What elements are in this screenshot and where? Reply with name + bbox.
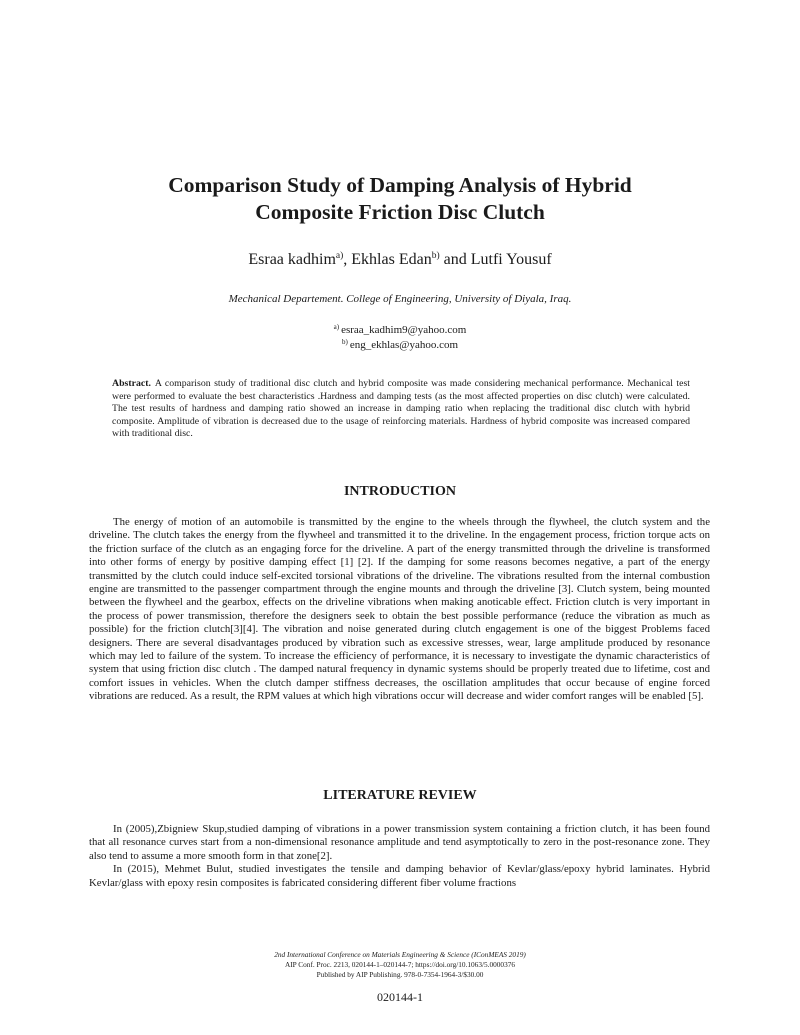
author-name: Lutfi Yousuf [470, 251, 552, 268]
abstract-label: Abstract. [112, 378, 151, 389]
title-line-2: Composite Friction Disc Clutch [255, 200, 545, 224]
introduction-paragraph: The energy of motion of an automobile is transmitted by the engine to the wheels through the flywheel, the clutch system and the driveline. The clutch takes the energy from the flywheel and transmitted it to the driveline. In the engagement process, friction torque acts on the friction surface of the clutch as an engaging force for the driveline. A part of the energy transmitted through the driveline is transformed into other forms of energy by positive damping effect [1] [2]. If the damping for some reasons becomes negative, a part of the energy transmitted by the clutch could induce self-excited torsional vibrations of the driveline. The vibrations resulted from the internal combustion engine are transmitted to the passenger compartment through the engine mounts and through the driveline [3]. Clutch system, being mounted between the flywheel and the gearbox, effects on the driveline vibrations when making anoticable effect. Friction clutch is very important in the process of power transmission, therefore the designers seek to obtain the best possible performance (reduce the vibration as much as possible) for the friction clutch[3][4]. The vibration and noise generated during clutch engagement is one of the biggest Problems faced designers. There are several disadvantages produced by vibration such as excessive stresses, wear, large amplitude produced by resonance which may led to failure of the system. To increase the efficiency of performance, it is necessary to investigate the dynamic characteristics of system that using friction disc clutch . The damped natural frequency in dynamic systems should be properly treated due to lifetime, cost and comfort issues in vehicles. When the clutch damper stiffness decreases, the oscillation amplitudes that occur because of engine forced vibrations are reduced. As a result, the RPM values at which high vibrations occur will decrease and wider comfort ranges will be enabled [5]. [89, 516, 710, 703]
section-heading-literature-review: LITERATURE REVIEW [323, 788, 477, 803]
literature-paragraph: In (2005),Zbigniew Skup,studied damping of vibrations in a power transmission system containing a friction clutch, it has been found that all resonance curves start from a non-dimensional resonance amplitude and tend asymptotically to zero in the post-resonance zone. They also tend to assume a more smooth form in that zone[2]. [89, 823, 710, 862]
email-address: esraa_kadhim9@yahoo.com [341, 324, 467, 336]
email-line [100, 338, 700, 353]
footer-conference: 2nd International Conference on Materials Engineering & Science (IConMEAS 2019) [274, 950, 526, 959]
email-line [100, 323, 700, 338]
email-list [100, 323, 700, 353]
email-marker: a) [333, 323, 340, 331]
abstract [112, 378, 690, 441]
email-marker: b) [341, 338, 348, 346]
footer-citation: AIP Conf. Proc. 2213, 020144-1–020144-7; https://doi.org/10.1063/5.0000376 [284, 960, 516, 969]
author-marker: b) [431, 251, 440, 261]
section-heading-introduction: INTRODUCTION [343, 484, 456, 499]
title-line-1: Comparison Study of Damping Analysis of Hybrid [168, 173, 632, 197]
paper-title [100, 172, 700, 226]
affiliation: Mechanical Departement. College of Engineering, University of Diyala, Iraq. [228, 293, 572, 305]
abstract-text: A comparison study of traditional disc clutch and hybrid composite was made considering mechanical performance. Mechanical test were performed to evaluate the best characteristics .Hardness and damping tests (as the most affected properties on disc clutch) were calculated. The test results of hardness and damping ratio showed an increase in damping ratio when replacing the traditional disc clutch with hybrid composite. Amplitude of vibration is decreased due to the usage of reinforcing materials. Hardness of hybrid composite was increased compared with traditional disc. [112, 378, 690, 440]
literature-paragraph: In (2015), Mehmet Bulut, studied investigates the tensile and damping behavior of Kevlar/glass/epoxy hybrid laminates. Hybrid Kevlar/glass with epoxy resin composites is fabricated considering different fiber volume fractions [89, 863, 710, 889]
author-marker: a) [335, 251, 344, 261]
page-number: 020144-1 [377, 990, 423, 1004]
author-name: Ekhlas Edan [351, 251, 432, 268]
footer-publisher: Published by AIP Publishing. 978-0-7354-1964-3/$30.00 [316, 970, 484, 979]
literature-review-body [89, 823, 710, 890]
author-list [100, 250, 700, 270]
page-footer [100, 950, 700, 980]
email-address: eng_ekhlas@yahoo.com [349, 339, 459, 351]
author-separator: , [343, 251, 352, 268]
author-separator: and [439, 251, 471, 268]
author-name: Esraa kadhim [248, 251, 336, 268]
